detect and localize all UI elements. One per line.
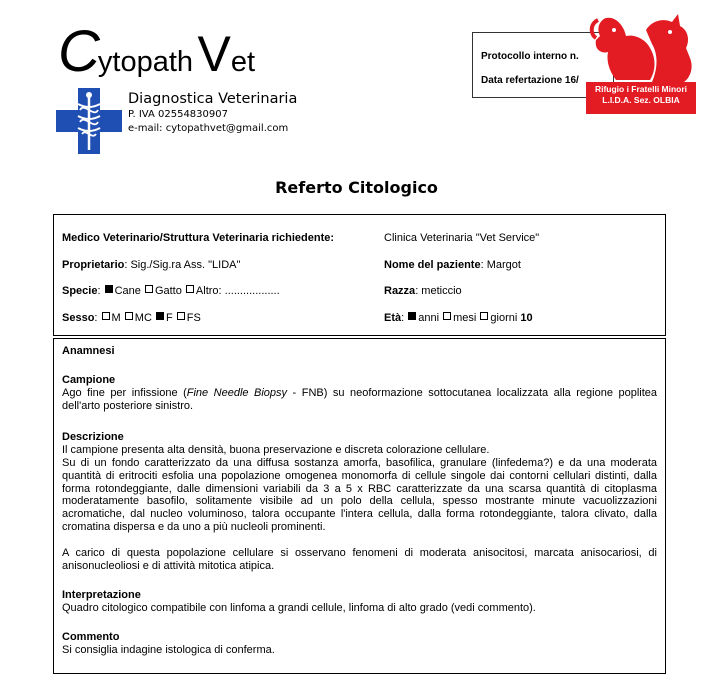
brand-email: e-mail: cytopathvet@gmail.com bbox=[128, 123, 289, 134]
commento-heading: Commento bbox=[62, 631, 120, 643]
specie-gatto: Gatto bbox=[154, 285, 182, 297]
brand-info bbox=[128, 90, 297, 136]
eta-value: 10 bbox=[520, 312, 533, 324]
lida-badge-text bbox=[586, 84, 696, 106]
medico-label: Medico Veterinario/Struttura Veterinaria richiedente bbox=[62, 232, 331, 244]
sesso-row: Sesso: M MC F FS bbox=[62, 312, 201, 324]
medico-row: Medico Veterinario/Struttura Veterinaria richiedente: bbox=[62, 232, 335, 244]
razza-row bbox=[384, 285, 462, 297]
checkbox-mc bbox=[125, 312, 133, 320]
anamnesi-heading: Anamnesi bbox=[62, 345, 115, 357]
lida-badge-line1: Rifugio i Fratelli Minori bbox=[594, 84, 688, 94]
eta-mesi: mesi bbox=[453, 312, 477, 324]
sesso-label: Sesso bbox=[62, 312, 95, 324]
medico-value: Clinica Veterinaria "Vet Service" bbox=[384, 232, 540, 244]
commento-text: Si consiglia indagine istologica di conferma. bbox=[62, 644, 275, 656]
eta-row: Età: anni mesi giorni 10 bbox=[384, 312, 533, 324]
checkbox-mesi bbox=[443, 312, 451, 320]
checkbox-altro bbox=[186, 285, 194, 293]
checkbox-cane bbox=[105, 285, 113, 293]
specie-altro: Altro: .................. bbox=[195, 285, 280, 297]
checkbox-f bbox=[156, 312, 164, 320]
razza-value: : meticcio bbox=[415, 285, 462, 297]
proprietario-label: Proprietario bbox=[62, 259, 125, 271]
sesso-fs: FS bbox=[186, 312, 201, 324]
page-title: Referto Citologico bbox=[275, 178, 438, 197]
proprietario-row bbox=[62, 259, 240, 271]
campione-text: Ago fine per infissione (Fine Needle Biopsy - FNB) su neoformazione sottocutanea localizzata alla regione poplitea dell'arto posteriore sinistro. bbox=[62, 387, 658, 412]
proprietario-value: : Sig./Sig.ra Ass. "LIDA" bbox=[124, 259, 241, 271]
descrizione-p2: Su di un fondo caratterizzato da una diffusa sostanza amorfa, basofilica, granulare (linfedema?) e da una moderata quantità di eritrociti esfolia una popolazione omogenea monomorfa di cellule singole dai contorni cellulari distinti, dalla forma rotondeggiante, dalle dimensioni variabili da 3 a 5 x RBC caratterizzate da una scarsa quantità di citoplasma moderatamente basofilo, solitamente visibile ad un polo della cellula, spesso mostrante minute vacuolizzazioni acromatiche, dal nucleo voluminoso, talora occupante l'intera cellula, dalla forma rotondeggiante, talora clivato, dalla cromatina dispersa e da uno a più nucleoli prominenti. bbox=[62, 457, 657, 533]
logo-ytopath: ytopath bbox=[97, 46, 194, 78]
protocol-number-label: Protocollo interno n. bbox=[481, 51, 579, 62]
descrizione-heading: Descrizione bbox=[62, 431, 124, 443]
eta-anni: anni bbox=[418, 312, 440, 324]
logo-c: C bbox=[58, 19, 98, 84]
logo-et: et bbox=[230, 46, 256, 78]
checkbox-anni bbox=[408, 312, 416, 320]
eta-label: Età bbox=[384, 312, 402, 324]
sesso-m: M bbox=[111, 312, 121, 324]
specie-cane: Cane bbox=[114, 285, 141, 297]
descrizione-p3: A carico di questa popolazione cellulare si osservano fenomeni di moderata anisocitosi, marcata anisocariosi, di anisonucleoliosi e di attività mitotica atipica. bbox=[62, 547, 657, 572]
checkbox-fs bbox=[177, 312, 185, 320]
nome-row bbox=[384, 259, 521, 271]
sesso-f: F bbox=[165, 312, 173, 324]
interpretazione-heading: Interpretazione bbox=[62, 589, 141, 601]
specie-label: Specie bbox=[62, 285, 98, 297]
brand-piva: P. IVA 02554830907 bbox=[128, 109, 228, 120]
nome-value: : Margot bbox=[480, 259, 521, 271]
campione-heading: Campione bbox=[62, 374, 116, 386]
brand-subtitle: Diagnostica Veterinaria bbox=[128, 91, 298, 107]
specie-row: Specie: Cane Gatto Altro: .................. bbox=[62, 285, 280, 297]
caduceus-cross-icon bbox=[56, 88, 122, 154]
report-body-box bbox=[53, 338, 666, 674]
eta-giorni: giorni bbox=[490, 312, 518, 324]
descrizione-p1: Il campione presenta alta densità, buona preservazione e discreta colorazione cellulare. bbox=[62, 444, 490, 456]
sesso-mc: MC bbox=[134, 312, 152, 324]
nome-label: Nome del paziente bbox=[384, 259, 481, 271]
logo-v: V bbox=[197, 26, 231, 82]
checkbox-m bbox=[102, 312, 110, 320]
razza-label: Razza bbox=[384, 285, 416, 297]
report-date-label: Data refertazione 16/ bbox=[481, 75, 579, 86]
checkbox-gatto bbox=[145, 285, 153, 293]
lida-badge-line2: L.I.D.A. Sez. OLBIA bbox=[602, 95, 680, 105]
interpretazione-text: Quadro citologico compatibile con linfoma a grandi cellule, linfoma di alto grado (vedi commento). bbox=[62, 602, 536, 614]
checkbox-giorni bbox=[480, 312, 488, 320]
logo-wordmark bbox=[58, 18, 255, 85]
patient-info-box bbox=[53, 214, 666, 336]
